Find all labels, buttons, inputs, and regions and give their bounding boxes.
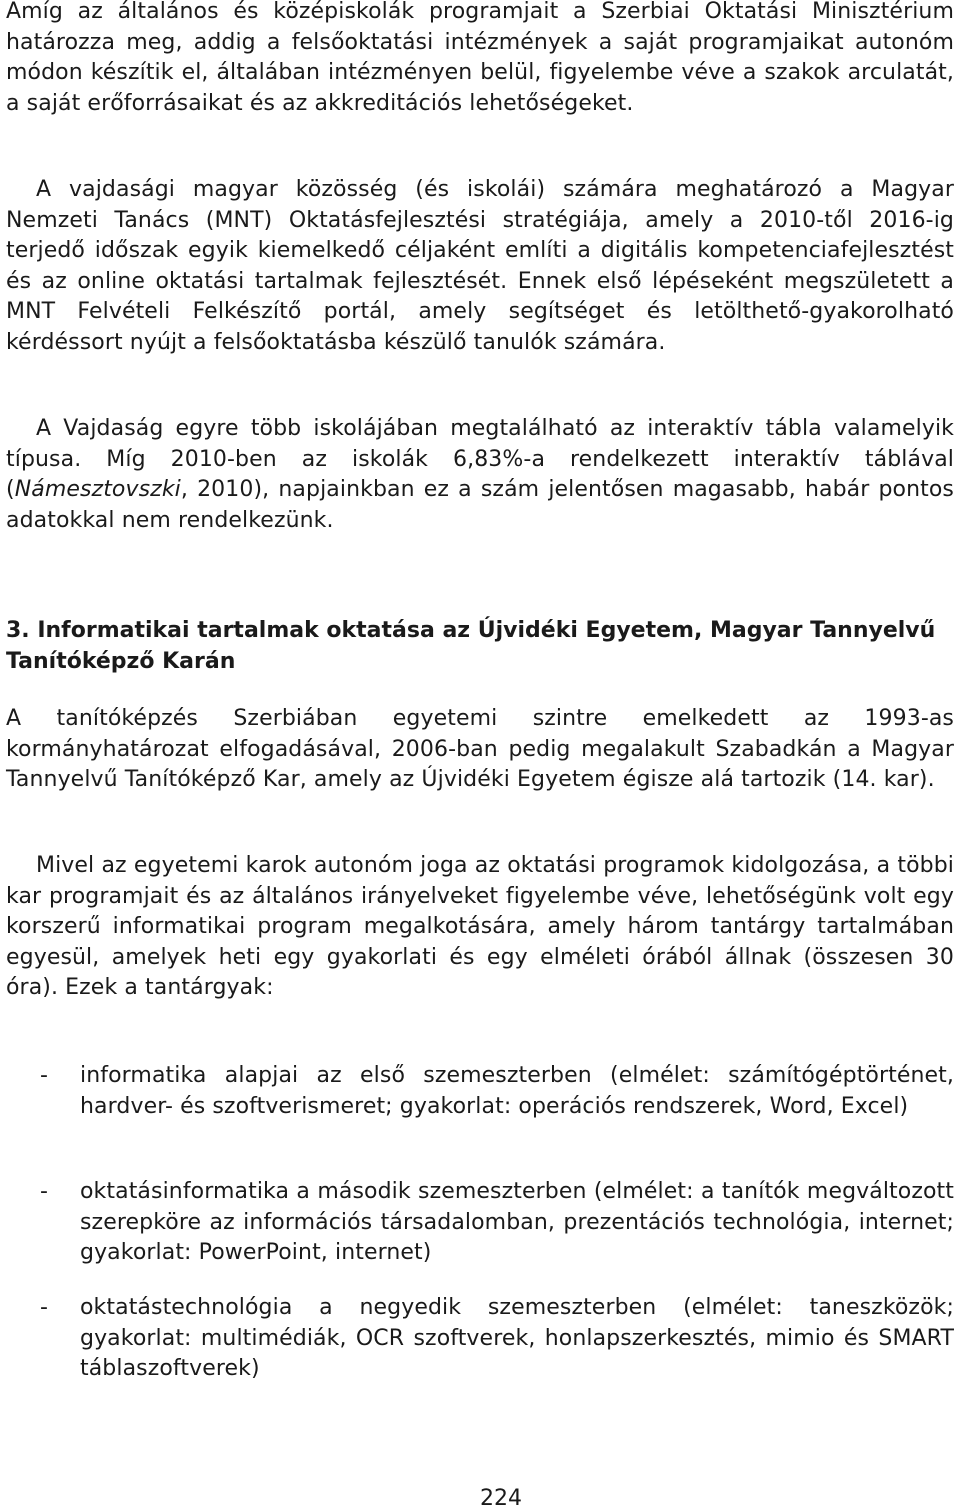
paragraph-course-program: Mivel az egyetemi karok autonóm joga az oktatási programok kidolgozása, a többi kar programjait és az általános irányelveket figyelembe véve, lehetőségünk volt egy korszerű informatikai program megalkotására, amely három tantárgy tartalmában egyesül, amelyek heti egy gyakorlati és egy elméleti órából állnak (összesen 30 óra). Ezek a tantárgyak: [6,853,954,1001]
list-marker: - [40,1295,48,1320]
section-heading: 3. Informatikai tartalmak oktatása az Újvidéki Egyetem, Magyar Tannyelvű Tanítóképző Karán [6,618,936,674]
page-number: 224 [480,1486,522,1511]
citation-author: Námesztovszki [14,477,181,503]
paragraph-text: , 2010), napjainkban ez a szám jelentősen magasabb, habár pontos adatokkal nem rendelkezünk. [6,477,954,533]
list-item [6,1293,954,1385]
list-item-text: informatika alapjai az első szemeszterben (elmélet: számítógéptörténet, hardver- és szoftverismeret; gyakorlat: operációs rendszerek, Word, Excel) [80,1063,954,1119]
list-item-text: oktatásinformatika a második szemeszterben (elmélet: a tanítók megváltozott szerepköre az információs társadalomban, prezentációs technológia, internet; gyakorlat: PowerPoint, internet) [80,1179,954,1266]
paragraph-interactive-board [6,414,954,536]
list-item [6,1177,954,1269]
list-item [6,1061,954,1122]
list-item-text: oktatástechnológia a negyedik szemeszterben (elmélet: taneszközök; gyakorlat: multimédiák, OCR szoftverek, honlapszerkesztés, mimio és SMART táblaszoftverek) [80,1295,954,1382]
list-marker: - [40,1063,48,1088]
paragraph-text: A Vajdaság egyre több iskolájában megtalálható az interaktív tábla valamelyik típusa. Míg 2010-ben az iskolák 6,83%-a rendelkezett interaktív táblával ( [6,416,954,503]
paragraph-teacher-training: A tanítóképzés Szerbiában egyetemi szintre emelkedett az 1993-as kormányhatározat elfogadásával, 2006-ban pedig megalakult Szabadkán a Magyar Tannyelvű Tanítóképző Kar, amely az Újvidéki Egyetem égisze alá tartozik (14. kar). [6,706,954,793]
list-marker: - [40,1179,48,1204]
paragraph-mnt-strategy: A vajdasági magyar közösség (és iskolái) számára meghatározó a Magyar Nemzeti Tanács (MNT) Oktatásfejlesztési stratégiája, amely a 2010-től 2016-ig terjedő időszak egyik kiemelkedő céljaként említi a digitális kompetenciafejlesztést és az online oktatási tartalmak fejlesztését. Ennek első lépéseként megszületett a MNT Felvételi Felkészítő portál, amely segítséget és letölthető-gyakorolható kérdéssort nyújt a felsőoktatásba készülő tanulók számára. [6,177,954,355]
paragraph-program-autonomy: Amíg az általános és középiskolák programjait a Szerbiai Oktatási Minisztérium határozza meg, addig a felsőoktatási intézmények a saját programjaikat autonóm módon készítik el, általában intézményen belül, figyelembe véve a szakok arculatát, a saját erőforrásaikat és az akkreditációs lehetőségeket. [6,0,954,116]
